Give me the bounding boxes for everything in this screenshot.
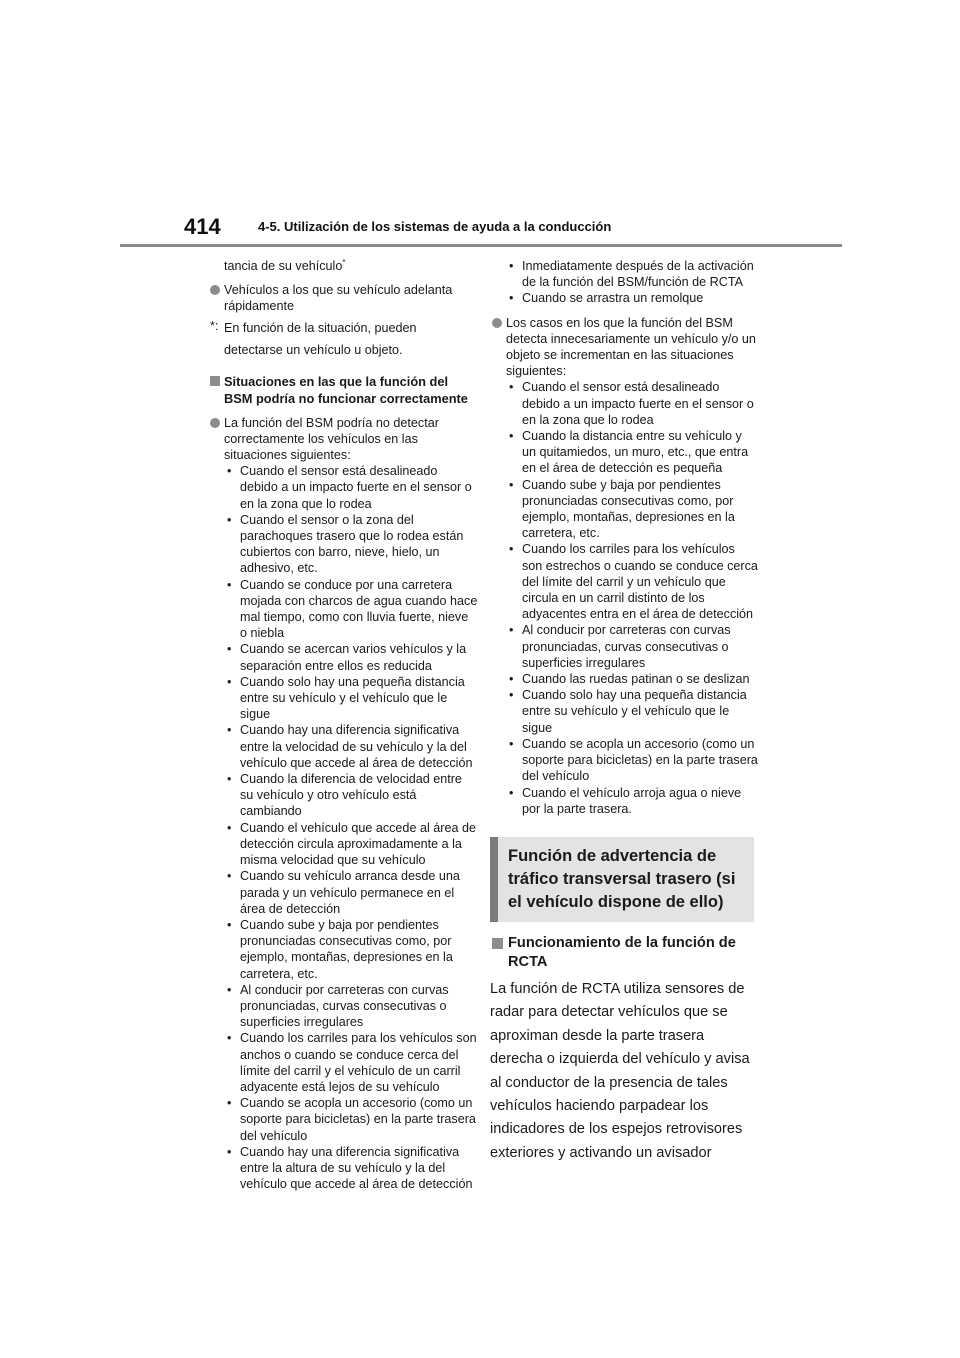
left-column bbox=[208, 258, 478, 1192]
list-item: • Cuando el vehículo que accede al área de detección circula aproximadamente a la misma velocidad que su vehículo bbox=[224, 820, 478, 869]
subsection-heading: Funcionamiento de la función de RCTA bbox=[490, 934, 758, 972]
circle-bullet-icon bbox=[210, 418, 220, 428]
list-item: • Cuando el vehículo arroja agua o nieve por la parte trasera. bbox=[506, 785, 758, 817]
list-item: • Cuando se arrastra un remolque bbox=[506, 290, 758, 306]
sub-list bbox=[506, 379, 758, 816]
square-bullet-icon bbox=[210, 376, 220, 386]
body-paragraph: La función de RCTA utiliza sensores de radar para detectar vehículos que se aproximan desde la parte trasera derecha o izquierda del vehículo y avisa al conductor de la presencia de tales vehículos haciendo parpadear los indicadores de los espejos retrovisores exteriores y activando un avisador bbox=[490, 980, 750, 1161]
list-item: • Cuando hay una diferencia significativa entre la velocidad de su vehículo y la del vehículo que accede al área de detección bbox=[224, 722, 478, 771]
list-item: • Cuando hay una diferencia significativa entre la altura de su vehículo y la del vehículo que accede al área de detección bbox=[224, 1144, 478, 1193]
list-item: • Cuando su vehículo arranca desde una parada y un vehículo permanece en el área de detección bbox=[224, 868, 478, 917]
chapter-title: 4-5. Utilización de los sistemas de ayuda a la conducción bbox=[258, 219, 612, 234]
sub-list bbox=[224, 463, 478, 1192]
list-item: • Cuando la diferencia de velocidad entre su vehículo y otro vehículo está cambiando bbox=[224, 771, 478, 820]
list-item: • Cuando se acopla un accesorio (como un soporte para bicicletas) en la parte trasera del vehículo bbox=[224, 1095, 478, 1144]
list-item: • Cuando solo hay una pequeña distancia entre su vehículo y el vehículo que le sigue bbox=[506, 687, 758, 736]
list-item: • Cuando el sensor o la zona del parachoques trasero que lo rodea están cubiertos con barro, nieve, hielo, un adhesivo, etc. bbox=[224, 512, 478, 577]
list-item: • Cuando las ruedas patinan o se deslizan bbox=[506, 671, 758, 687]
section-title: Función de advertencia de tráfico transversal trasero (si el vehículo dispone de ello) bbox=[508, 846, 736, 911]
list-item: • Cuando solo hay una pequeña distancia entre su vehículo y el vehículo que le sigue bbox=[224, 674, 478, 723]
list-item: • Al conducir por carreteras con curvas pronunciadas, curvas consecutivas o superficies irregulares bbox=[224, 982, 478, 1031]
header-rule bbox=[120, 244, 842, 247]
list-item: • Cuando los carriles para los vehículos son anchos o cuando se conduce cerca del límite del carril y el vehículo de un carril adyacente está lejos de su vehículo bbox=[224, 1030, 478, 1095]
list-item: • Cuando la distancia entre su vehículo y un quitamiedos, un muro, etc., que entra en el área de detección es pequeña bbox=[506, 428, 758, 477]
list-item: • Cuando se conduce por una carretera mojada con charcos de agua cuando hace mal tiempo, como con lluvia fuerte, nieve o niebla bbox=[224, 577, 478, 642]
bullet-item: Los casos en los que la función del BSM detecta innecesariamente un vehículo y/o un objeto se incrementan en las situaciones siguientes: • Cuando el sensor está desalineado debido a un impacto fuerte en el sensor o en la zona que lo rodea • Cuando la distancia entre su vehículo y un quitamiedos, un muro, etc., que entra en el área de detección es pequeña • Cuando sube y baja por pendientes pronunciadas consecutivas como, por ejemplo, montañas, depresiones en la carretera, etc. • Cuando los carriles para los vehículos son estrechos o cuando se conduce cerca del límite del carril y un vehículo que circula en un carril distinto de los adyacentes entra en el área de detección • Al conducir por carreteras con curvas pronunciadas, curvas consecutivas o superficies irregulares • Cuando las ruedas patinan o se deslizan • Cuando solo hay una pequeña distancia entre su vehículo y el vehículo que le sigue • Cuando se acopla un accesorio (como un soporte para bicicletas) en la parte trasera del vehículo • Cuando el vehículo arroja agua o nieve por la parte trasera. bbox=[490, 315, 758, 817]
list-item: • Cuando se acercan varios vehículos y la separación entre ellos es reducida bbox=[224, 641, 478, 673]
list-item: • Cuando los carriles para los vehículos son estrechos o cuando se conduce cerca del límite del carril y un vehículo que circula en un carril distinto de los adyacentes entra en el área de detección bbox=[506, 541, 758, 622]
list-item: • Cuando sube y baja por pendientes pronunciadas consecutivas como, por ejemplo, montañas, depresiones en la carretera, etc. bbox=[224, 917, 478, 982]
subsection-heading: Situaciones en las que la función del BSM podría no funcionar correctamente bbox=[208, 373, 478, 407]
bullet-item: La función del BSM podría no detectar correctamente los vehículos en las situaciones siguientes: • Cuando el sensor está desalineado debido a un impacto fuerte en el sensor o en la zona que lo rodea • Cuando el sensor o la zona del parachoques trasero que lo rodea están cubiertos con barro, nieve, hielo, un adhesivo, etc. • Cuando se conduce por una carretera mojada con charcos de agua cuando hace mal tiempo, como con lluvia fuerte, nieve o niebla • Cuando se acercan varios vehículos y la separación entre ellos es reducida • Cuando solo hay una pequeña distancia entre su vehículo y el vehículo que le sigue • Cuando hay una diferencia significativa entre la velocidad de su vehículo y la del vehículo que accede al área de detección • Cuando la diferencia de velocidad entre su vehículo y otro vehículo está cambiando • Cuando el vehículo que accede al área de detección circula aproximadamente a la misma velocidad que su vehículo • Cuando su vehículo arranca desde una parada y un vehículo permanece en el área de detección • Cuando sube y baja por pendientes pronunciadas consecutivas como, por ejemplo, montañas, depresiones en la carretera, etc. • Al conducir por carreteras con curvas pronunciadas, curvas consecutivas o superficies irregulares • Cuando los carriles para los vehículos son anchos o cuando se conduce cerca del límite del carril y el vehículo de un carril adyacente está lejos de su vehículo • Cuando se acopla un accesorio (como un soporte para bicicletas) en la parte trasera del vehículo • Cuando hay una diferencia significativa entre la altura de su vehículo y la del vehículo que accede al área de detección bbox=[208, 415, 478, 1193]
circle-bullet-icon bbox=[492, 318, 502, 328]
section-title-box bbox=[490, 837, 754, 922]
page-number: 414 bbox=[184, 214, 221, 239]
list-item: • Inmediatamente después de la activación de la función del BSM/función de RCTA bbox=[506, 258, 758, 290]
footnote: *: En función de la situación, pueden detectarse un vehículo u objeto. bbox=[208, 317, 478, 361]
continued-text: tancia de su vehículo* bbox=[224, 257, 346, 273]
list-item: • Al conducir por carreteras con curvas pronunciadas, curvas consecutivas o superficies irregulares bbox=[506, 622, 758, 671]
list-item: • Cuando el sensor está desalineado debido a un impacto fuerte en el sensor o en la zona que lo rodea bbox=[506, 379, 758, 428]
right-column bbox=[490, 258, 758, 1165]
square-bullet-icon bbox=[492, 938, 503, 949]
bullet-item: Vehículos a los que su vehículo adelanta rápidamente bbox=[208, 282, 478, 314]
circle-bullet-icon bbox=[210, 285, 220, 295]
footnote-mark: *: bbox=[210, 318, 219, 333]
list-item: • Cuando el sensor está desalineado debido a un impacto fuerte en el sensor o en la zona que lo rodea bbox=[224, 463, 478, 512]
list-item: • Cuando sube y baja por pendientes pronunciadas consecutivas como, por ejemplo, montañas, depresiones en la carretera, etc. bbox=[506, 477, 758, 542]
sub-list-continued bbox=[490, 258, 758, 307]
footnote-ref: * bbox=[342, 257, 346, 267]
list-item: • Cuando se acopla un accesorio (como un soporte para bicicletas) en la parte trasera del vehículo bbox=[506, 736, 758, 785]
